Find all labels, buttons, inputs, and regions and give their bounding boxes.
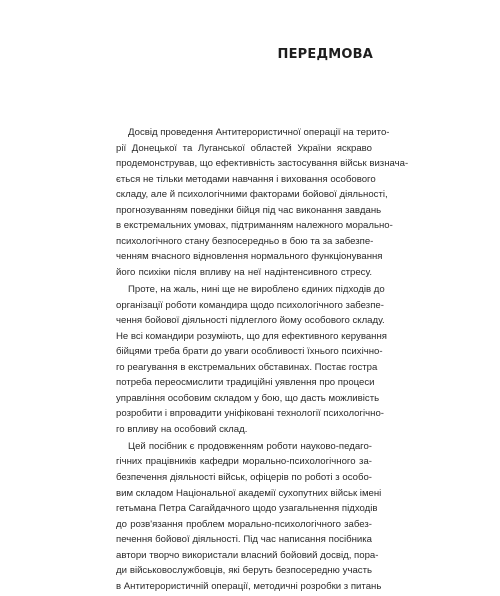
text-line: Не всі командири розуміють, що для ефективного керування xyxy=(116,330,387,342)
text-line: гічних працівників кафедри морально-психологічного за- xyxy=(116,456,372,468)
paragraph-2 xyxy=(116,282,387,437)
text-line: чення бойової діяльності підлеглого йому особового складу. xyxy=(116,315,385,327)
text-line: Проте, на жаль, нині ще не вироблено єдиних підходів до xyxy=(128,283,385,295)
page-heading: ПЕРЕДМОВА xyxy=(277,47,373,62)
text-line: Досвід проведення Антитерористичної операції на терито- xyxy=(128,127,390,138)
text-line: автори творчо використали власний бойовий досвід, пора- xyxy=(116,549,379,561)
text-line: розробити і впровадити уніфіковані технології психологічно- xyxy=(116,408,384,420)
text-line: ченням вчасного відновлення нормального функціонування xyxy=(116,251,383,263)
text-line: в екстремальних умовах, підтриманням належного морально- xyxy=(116,220,393,232)
text-line: психологічного стану безпосередньо в бою та за забезпе- xyxy=(116,235,374,247)
text-line: ється не тільки методами навчання і виховання особового xyxy=(116,173,376,185)
text-line: ди військовослужбовців, які беруть безпосередню участь xyxy=(116,565,372,577)
paragraph-1 xyxy=(116,125,409,280)
text-line: гетьмана Петра Сагайдачного щодо узагальнення підходів xyxy=(116,503,378,515)
paragraph-3 xyxy=(116,439,382,594)
text-line: в Антитерористичній операції, методичні розробки з питань xyxy=(116,580,382,592)
text-line: вим складом Національної академії сухопутних військ імені xyxy=(116,487,382,499)
text-line: продемонстрував, що ефективність застосування військ визнача- xyxy=(116,158,409,170)
text-line: прогнозуванням поведінки бійця під час виконання завдань xyxy=(116,204,382,216)
text-line: рії Донецької та Луганської областей України яскраво xyxy=(116,142,372,154)
text-line: до розв'язання проблем морально-психологічного забез- xyxy=(116,518,372,530)
text-line: Цей посібник є продовженням роботи науково-педаго- xyxy=(128,440,372,452)
text-line: го впливу на особовий склад. xyxy=(116,423,248,435)
text-line: складу, але й психологічними факторами бойової діяльності, xyxy=(116,189,388,201)
text-line: печення бойової діяльності. Під час написання посібника xyxy=(116,534,372,546)
body-text xyxy=(116,125,409,596)
text-line: його психіки після впливу на неї надінтенсивного стресу. xyxy=(116,266,372,278)
text-line: управління особовим складом у бою, що дасть можливість xyxy=(116,392,380,404)
text-line: безпечення діяльності військ, офіцерів по роботі з особо- xyxy=(116,472,372,484)
text-line: го реагування в екстремальних обставинах. Постає гостра xyxy=(116,361,378,373)
text-line: бійцями треба брати до уваги особливості їхнього психічно- xyxy=(116,346,383,358)
text-line: організації роботи командира щодо психологічного забезпе- xyxy=(116,299,384,311)
text-line: потреба переосмислити традиційні уявлення про процеси xyxy=(116,377,375,389)
